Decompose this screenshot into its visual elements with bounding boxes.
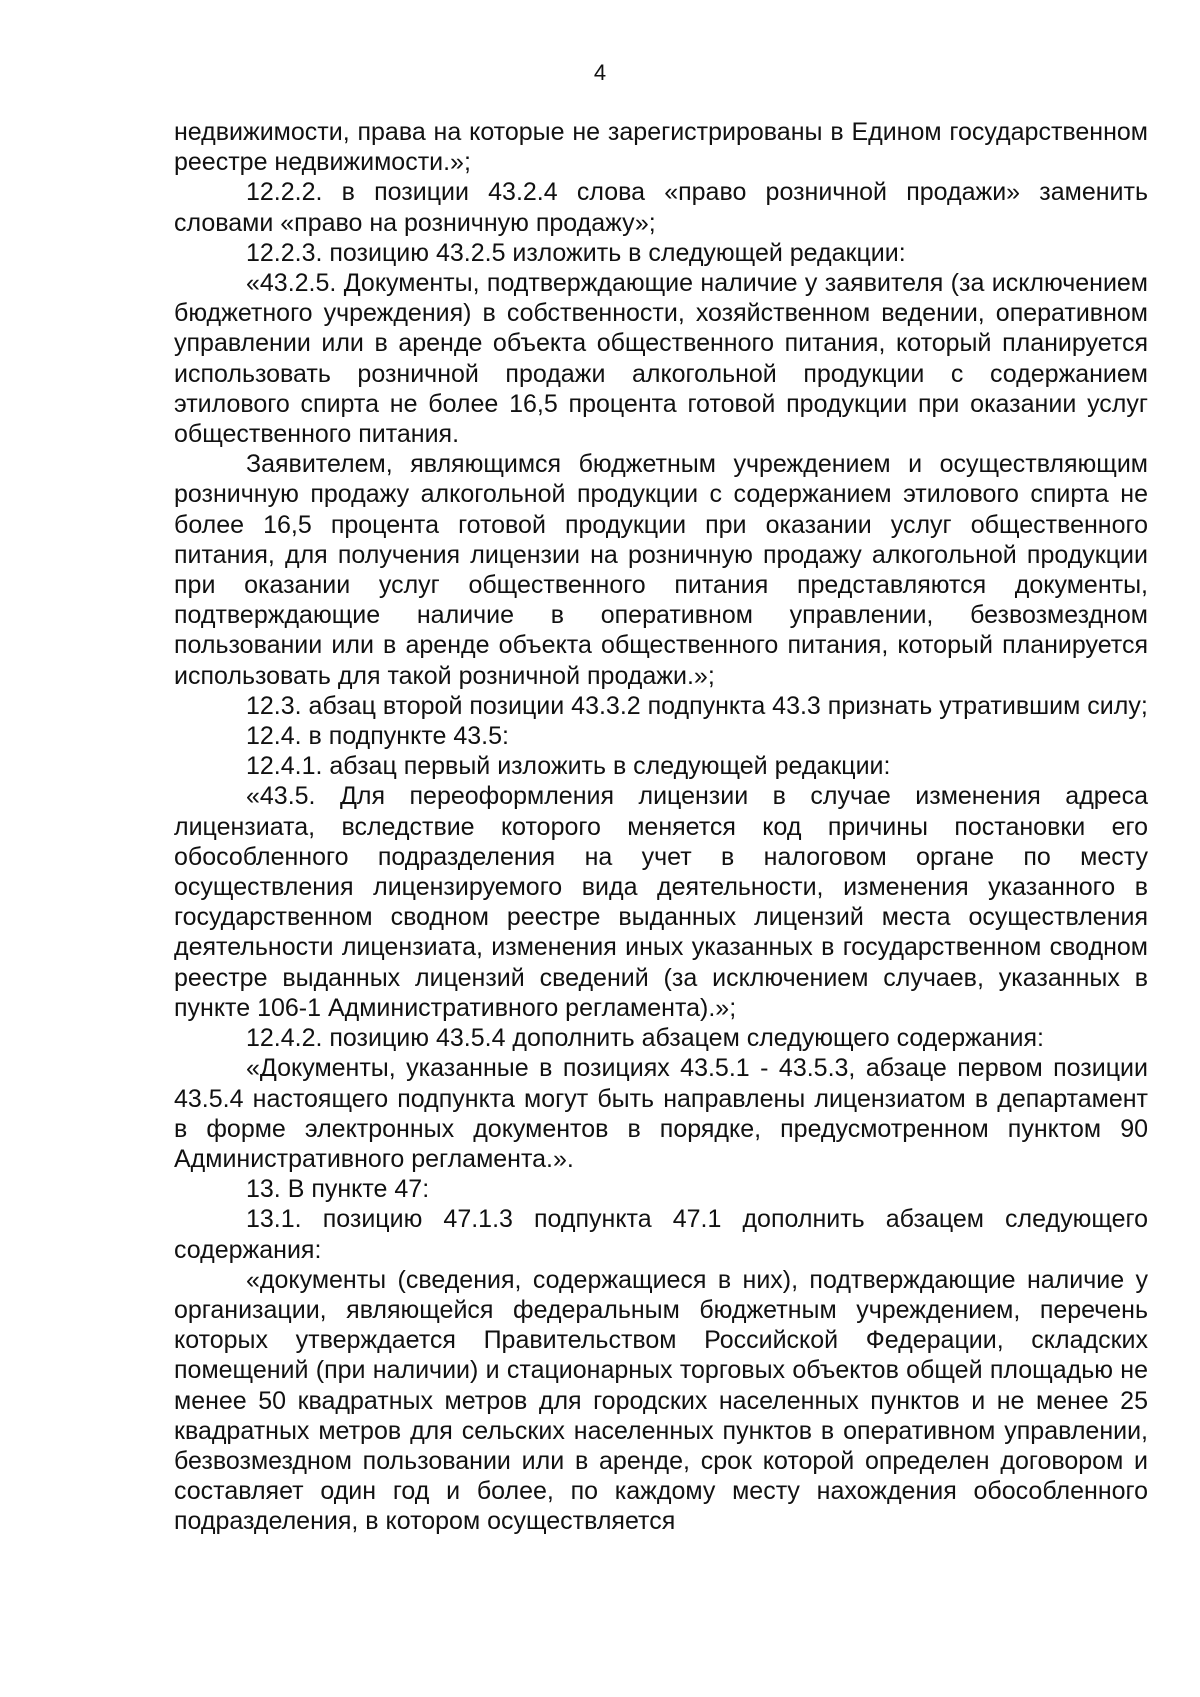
paragraph-12-2-2: 12.2.2. в позиции 43.2.4 слова «право розничной продажи» заменить словами «право на розничную продажу»; xyxy=(174,178,1148,237)
paragraph-documents-43-5: «Документы, указанные в позициях 43.5.1 - 43.5.3, абзаце первом позиции 43.5.4 настоящего подпункта могут быть направлены лицензиатом в департамент в форме электронных документов в порядке, предусмотренном пунктом 90 Административного регламента.». xyxy=(174,1054,1148,1173)
paragraph-12-4-1: 12.4.1. абзац первый изложить в следующей редакции: xyxy=(246,752,891,781)
paragraph-documents-federal: «документы (сведения, содержащиеся в них), подтверждающие наличие у организации, являющейся федеральным бюджетным учреждением, перечень которых утверждается Правительством Российской Федерации, складских помещений (при наличии) и стационарных торговых объектов общей площадью не менее 50 квадратных метров для городских населенных пунктов и не менее 25 квадратных метров для сельских населенных пунктов в оперативном управлении, безвозмездном пользовании или в аренде, срок которой определен договором и составляет один год и более, по каждому месту нахождения обособленного подразделения, в котором осуществляется xyxy=(174,1265,1148,1536)
paragraph-budget-applicant: Заявителем, являющимся бюджетным учреждением и осуществляющим розничную продажу алкогольной продукции с содержанием этилового спирта не более 16,5 процента готовой продукции при оказании услуг общественного питания, для получения лицензии на розничную продажу алкогольной продукции при оказании услуг общественного питания представляются документы, подтверждающие наличие в оперативном управлении, безвозмездном пользовании или в аренде объекта общественного питания, который планируется использовать для такой розничной продажи.»; xyxy=(174,450,1148,690)
document-body xyxy=(174,117,1148,1537)
paragraph-13: 13. В пункте 47: xyxy=(246,1175,430,1204)
paragraph-12-4: 12.4. в подпункте 43.5: xyxy=(246,722,509,751)
paragraph-13-1: 13.1. позицию 47.1.3 подпункта 47.1 дополнить абзацем следующего содержания: xyxy=(174,1205,1148,1264)
paragraph-43-5: «43.5. Для переоформления лицензии в случае изменения адреса лицензиата, вследствие которого меняется код причины постановки его обособленного подразделения на учет в налоговом органе по месту осуществления лицензируемого вида деятельности, изменения указанного в государственном сводном реестре выданных лицензий места осуществления деятельности лицензиата, изменения иных указанных в государственном сводном реестре выданных лицензий сведений (за исключением случаев, указанных в пункте 106-1 Административного регламента).»; xyxy=(174,782,1148,1022)
paragraph-43-2-5: «43.2.5. Документы, подтверждающие наличие у заявителя (за исключением бюджетного учреждения) в собственности, хозяйственном ведении, оперативном управлении или в аренде объекта общественного питания, который планируется использовать розничной продажи алкогольной продукции с содержанием этилового спирта не более 16,5 процента готовой продукции при оказании услуг общественного питания. xyxy=(174,269,1148,449)
paragraph-12-3: 12.3. абзац второй позиции 43.3.2 подпункта 43.3 признать утратившим силу; xyxy=(246,691,1148,720)
paragraph-12-4-2: 12.4.2. позицию 43.5.4 дополнить абзацем следующего содержания: xyxy=(246,1024,1044,1053)
paragraph-12-2-3: 12.2.3. позицию 43.2.5 изложить в следующей редакции: xyxy=(246,238,906,267)
paragraph-continuation: недвижимости, права на которые не зарегистрированы в Едином государственном реестре недвижимости.»; xyxy=(174,118,1148,177)
page-number: 4 xyxy=(593,60,607,85)
